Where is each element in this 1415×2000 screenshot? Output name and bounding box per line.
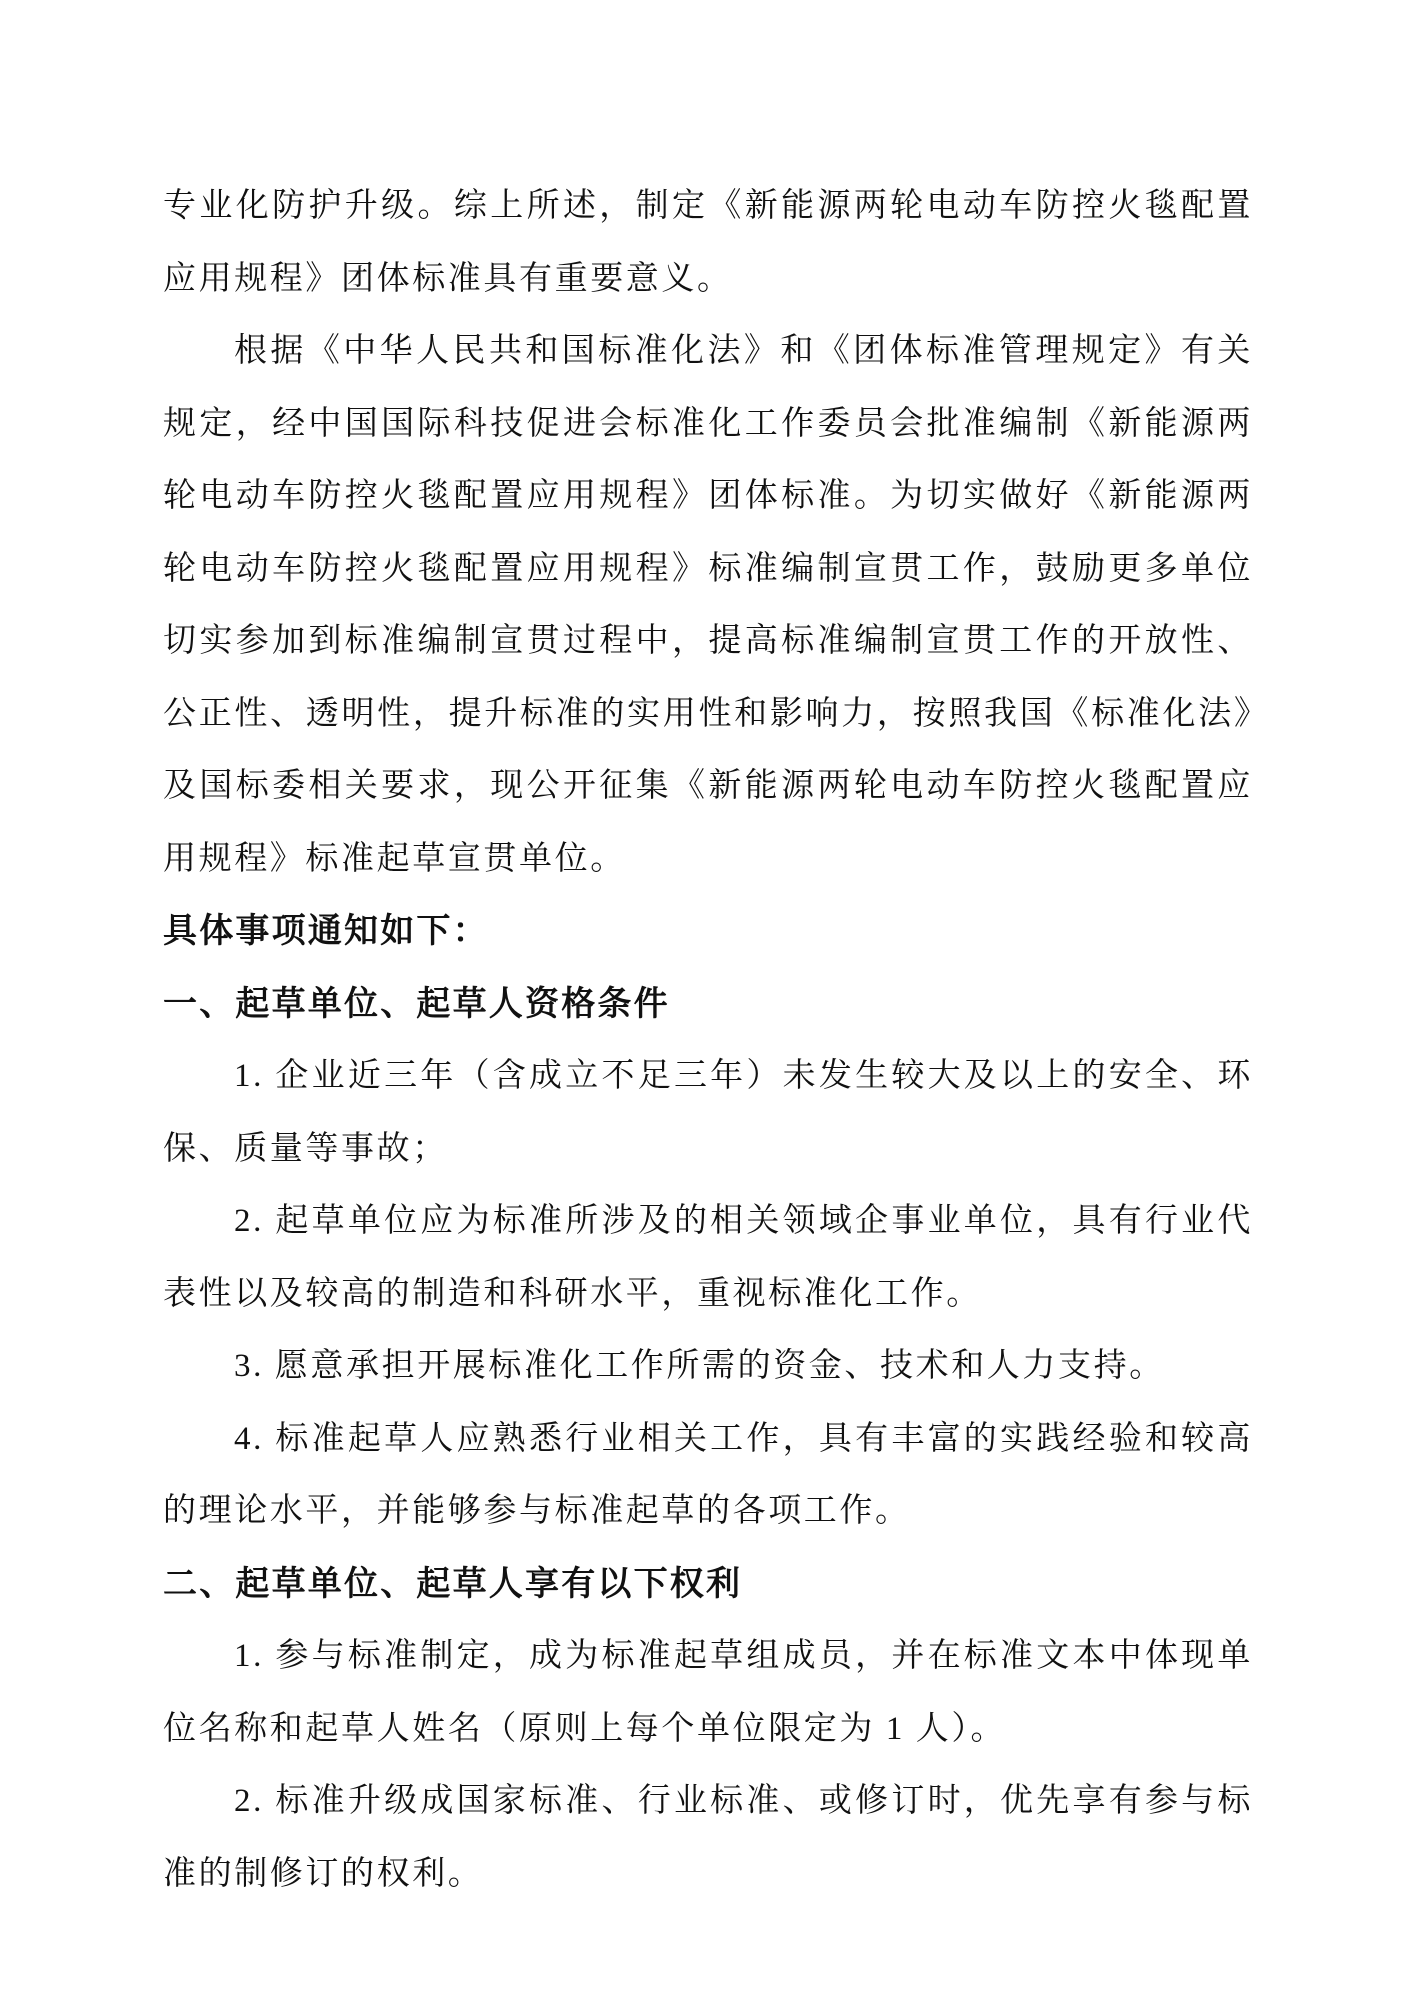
body-paragraph: 2. 标准升级成国家标准、行业标准、或修订时，优先享有参与标准的制修订的权利。 — [163, 1783, 1253, 1892]
body-paragraph: 1. 参与标准制定，成为标准起草组成员，并在标准文本中体现单位名称和起草人姓名（原则上每个单位限定为 1 人）。 — [163, 1638, 1253, 1747]
section-heading: 一、起草单位、起草人资格条件 — [163, 984, 670, 1023]
document-body-text — [163, 170, 1253, 1910]
body-paragraph: 专业化防护升级。综上所述，制定《新能源两轮电动车防控火毯配置应用规程》团体标准具有重要意义。 — [163, 188, 1253, 297]
body-paragraph: 4. 标准起草人应熟悉行业相关工作，具有丰富的实践经验和较高的理论水平，并能够参与标准起草的各项工作。 — [163, 1420, 1253, 1529]
body-paragraph: 根据《中华人民共和国标准化法》和《团体标准管理规定》有关规定，经中国国际科技促进会标准化工作委员会批准编制《新能源两轮电动车防控火毯配置应用规程》团体标准。为切实做好《新能源两轮电动车防控火毯配置应用规程》标准编制宣贯工作，鼓励更多单位切实参加到标准编制宣贯过程中，提高标准编制宣贯工作的开放性、公正性、透明性，提升标准的实用性和影响力，按照我国《标准化法》及国标委相关要求，现公开征集《新能源两轮电动车防控火毯配置应用规程》标准起草宣贯单位。 — [163, 333, 1253, 877]
body-paragraph: 2. 起草单位应为标准所涉及的相关领域企事业单位，具有行业代表性以及较高的制造和科研水平，重视标准化工作。 — [163, 1203, 1253, 1312]
section-heading: 具体事项通知如下： — [163, 912, 489, 950]
body-paragraph: 3. 愿意承担开展标准化工作所需的资金、技术和人力支持。 — [234, 1348, 1165, 1384]
body-paragraph: 1. 企业近三年（含成立不足三年）未发生较大及以上的安全、环保、质量等事故； — [163, 1058, 1253, 1167]
section-heading: 二、起草单位、起草人享有以下权利 — [163, 1564, 743, 1603]
